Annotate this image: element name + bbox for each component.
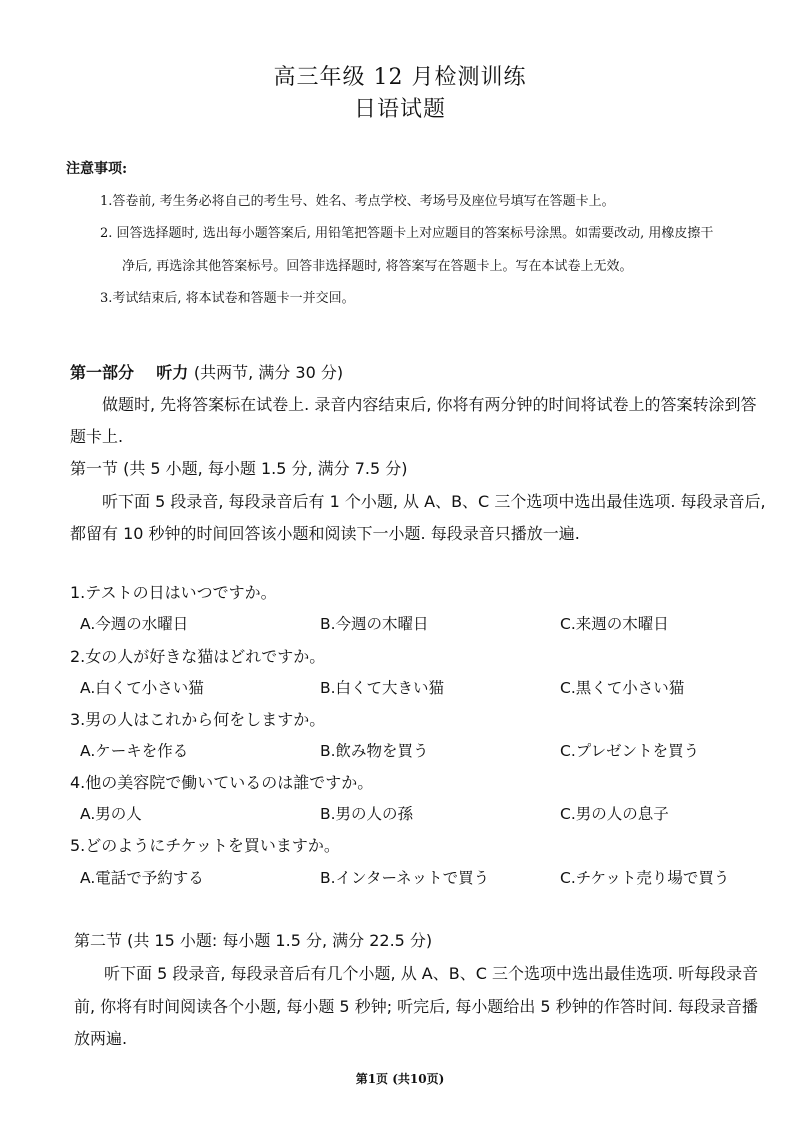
part1-detail: (共两节, 满分 30 分) [193, 363, 344, 382]
exam-title: 高三年级 12 月检测训练 [273, 65, 527, 90]
part1-intro-line-2: 题卡上. [70, 427, 124, 446]
exam-subject: 日语试题 [353, 97, 446, 122]
notice-item-2-line-1: 2. 回答选择题时, 选出每小题答案后, 用铅笔把答题卡上对应题目的答案标号涂黑。如需要改动, 用橡皮擦干 [100, 226, 714, 241]
notice-item-1: 1.答卷前, 考生务必将自己的考生号、姓名、考点学校、考场号及座位号填写在答题卡上。 [100, 194, 615, 209]
question-5-option-b: B.インターネットで買う [320, 869, 490, 887]
question-1-option-a: A.今週の水曜日 [80, 615, 189, 633]
part1-label: 第一部分 [70, 363, 135, 382]
question-4: 4.他の美容院で働いているのは誰ですか。 [70, 773, 374, 792]
question-4-option-c: C.男の人の息子 [560, 805, 669, 823]
section2-intro-line-1: 听下面 5 段录音, 每段录音后有几个小题, 从 A、B、C 三个选项中选出最佳选项. 听每段录音 [104, 964, 759, 983]
question-3-option-a: A.ケーキを作る [80, 742, 189, 760]
question-5: 5.どのようにチケットを買いますか。 [70, 836, 340, 855]
question-2-option-c: C.黒くて小さい猫 [560, 679, 685, 697]
page-number: 第1页 (共10页) [355, 1072, 445, 1086]
question-3-option-c: C.プレゼントを買う [560, 742, 700, 760]
question-2: 2.女の人が好きな猫はどれですか。 [70, 647, 326, 666]
notice-item-3: 3.考试结束后, 将本试卷和答题卡一并交回。 [100, 291, 355, 306]
question-1-option-c: C.来週の木曜日 [560, 615, 669, 633]
question-4-option-a: A.男の人 [80, 805, 142, 823]
question-1-option-b: B.今週の木曜日 [320, 615, 429, 633]
question-5-option-a: A.電話で予約する [80, 869, 204, 887]
section2-intro-line-2: 前, 你将有时间阅读各个小题, 每小题 5 秒钟; 听完后, 每小题给出 5 秒钟的作答时间. 每段录音播 [74, 997, 758, 1016]
part1-intro-line-1: 做题时, 先将答案标在试卷上. 录音内容结束后, 你将有两分钟的时间将试卷上的答案转涂到答 [102, 395, 757, 414]
part1-name: 听力 [156, 363, 189, 382]
part1-heading [70, 360, 343, 383]
section2-intro-line-3: 放两遍. [74, 1029, 128, 1048]
notice-heading: 注意事项: [66, 161, 128, 177]
question-5-option-c: C.チケット売り場で買う [560, 869, 730, 887]
section2-heading: 第二节 (共 15 小题: 每小题 1.5 分, 满分 22.5 分) [74, 931, 433, 950]
section1-heading: 第一节 (共 5 小题, 每小题 1.5 分, 满分 7.5 分) [70, 459, 408, 478]
notice-item-2-line-2: 净后, 再选涂其他答案标号。回答非选择题时, 将答案写在答题卡上。写在本试卷上无效。 [122, 259, 633, 274]
section1-intro-line-1: 听下面 5 段录音, 每段录音后有 1 个小题, 从 A、B、C 三个选项中选出最佳选项. 每段录音后, [102, 492, 766, 511]
question-2-option-a: A.白くて小さい猫 [80, 679, 204, 697]
question-4-option-b: B.男の人の孫 [320, 805, 414, 823]
question-3-option-b: B.飲み物を買う [320, 742, 429, 760]
question-1: 1.テストの日はいつですか。 [70, 583, 277, 602]
question-3: 3.男の人はこれから何をしますか。 [70, 710, 326, 729]
section1-intro-line-2: 都留有 10 秒钟的时间回答该小题和阅读下一小题. 每段录音只播放一遍. [70, 524, 580, 543]
question-2-option-b: B.白くて大きい猫 [320, 679, 445, 697]
